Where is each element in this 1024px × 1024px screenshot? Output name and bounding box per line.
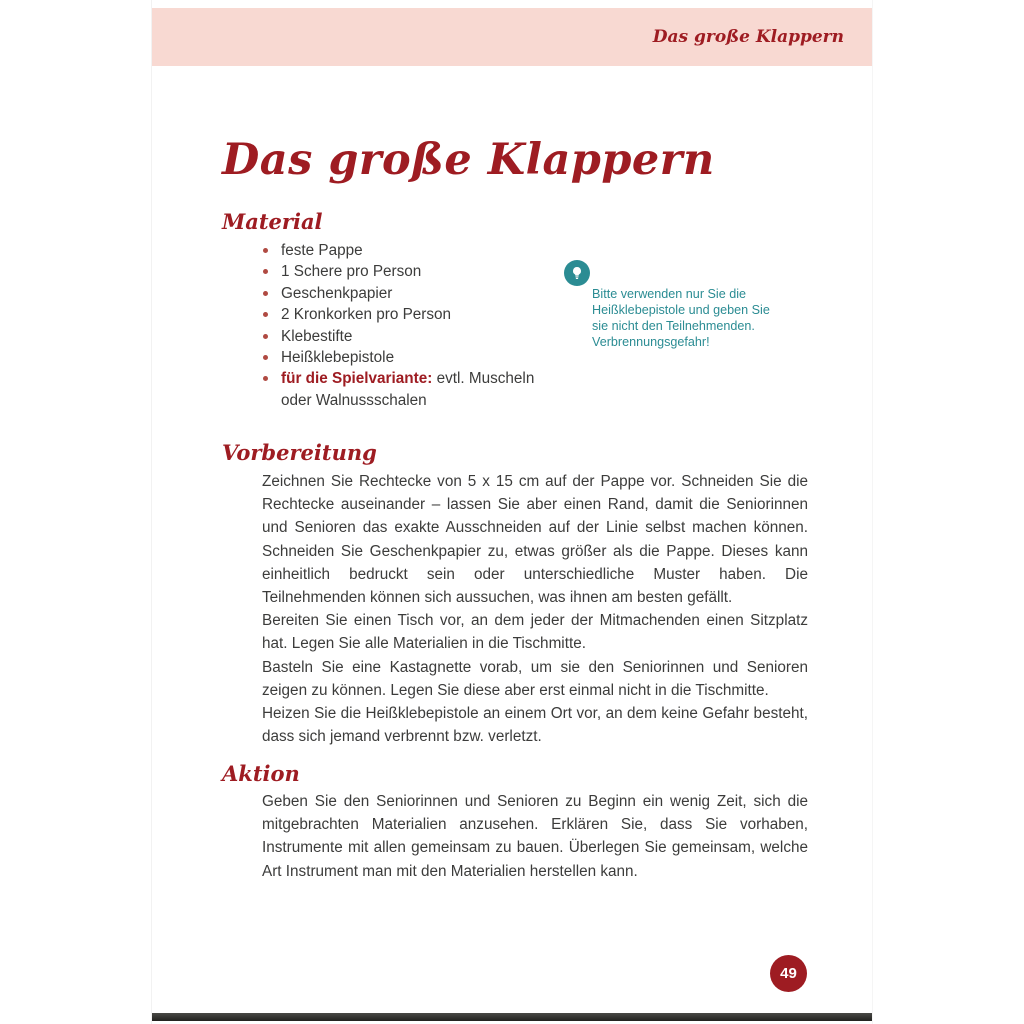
section-heading-aktion: Aktion xyxy=(222,761,300,787)
paragraph: Bereiten Sie einen Tisch vor, an dem jeder der Mitmachenden einen Sitzplatz hat. Legen Sie alle Materialien in die Tischmitte. xyxy=(262,612,808,653)
paragraph: Zeichnen Sie Rechtecke von 5 x 15 cm auf der Pappe vor. Schneiden Sie die Rechtecke auseinander – lassen Sie aber einen Rand, damit die Seniorinnen und Senioren das exakte Ausschneiden auf der Linie selbst machen können. Schneiden Sie Geschenkpapier zu, etwas größer als die Pappe. Dieses kann einheitlich bedruckt sein oder unterschiedliche Muster haben. Die Teilnehmenden können sich aussuchen, was ihnen am besten gefällt. xyxy=(262,473,808,607)
list-item xyxy=(260,240,552,261)
material-item-text: Geschenkpapier xyxy=(281,284,393,302)
paragraph: Heizen Sie die Heißklebepistole an einem Ort vor, an dem keine Gefahr besteht, dass sich jemand verbrennt bzw. verletzt. xyxy=(262,705,808,746)
material-item-text: feste Pappe xyxy=(281,242,363,259)
list-item xyxy=(260,326,552,347)
material-item-text: 2 Kronkorken pro Person xyxy=(281,306,452,324)
list-item xyxy=(260,304,552,325)
book-page xyxy=(152,0,872,1024)
paragraph: Geben Sie den Seniorinnen und Senioren zu Beginn ein wenig Zeit, sich die mitgebrachten Materialien anzusehen. Erklären Sie, dass Sie vorhaben, Instrumente mit allen gemeinsam zu bauen. Überlegen Sie gemeinsam, welche Art Instrument man mit den Materialien herstellen kann. xyxy=(262,793,808,880)
safety-tip-text: Bitte verwenden nur Sie die Heißklebepistole und geben Sie sie nicht den Teilnehmenden. Verbrennungsgefahr! xyxy=(592,287,770,350)
section-heading-material: Material xyxy=(222,209,323,235)
material-item-text: 1 Schere pro Person xyxy=(281,263,422,281)
material-item-text: Heißklebepistole xyxy=(281,349,395,367)
page-bottom-edge xyxy=(152,1013,872,1021)
aktion-text xyxy=(262,790,808,883)
section-heading-vorbereitung: Vorbereitung xyxy=(222,440,377,466)
lightbulb-icon xyxy=(564,260,590,286)
vorbereitung-text xyxy=(262,470,808,748)
list-item xyxy=(260,347,552,368)
list-item xyxy=(260,261,552,282)
variant-label: für die Spielvariante: xyxy=(281,370,433,388)
material-item-text: Klebestifte xyxy=(281,327,353,345)
running-title: Das große Klappern xyxy=(652,27,844,47)
page-number-badge: 49 xyxy=(770,955,807,992)
list-item-variant xyxy=(260,368,552,411)
header-band xyxy=(152,8,872,66)
list-item xyxy=(260,283,552,304)
page-title: Das große Klappern xyxy=(222,134,715,185)
paragraph: Basteln Sie eine Kastagnette vorab, um sie den Seniorinnen und Senioren zeigen zu können. Legen Sie diese aber erst einmal nicht in die Tischmitte. xyxy=(262,658,808,699)
material-list xyxy=(260,240,552,411)
variant-text: evtl. Muscheln oder Walnussschalen xyxy=(281,370,535,409)
